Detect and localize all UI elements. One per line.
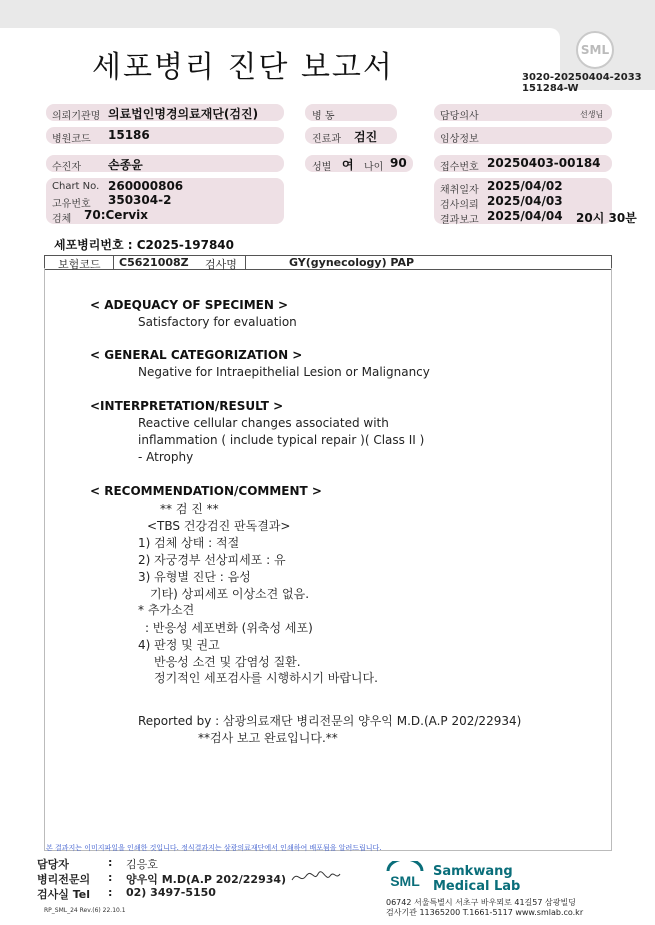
category-text: Negative for Intraepithelial Lesion or Malignancy	[138, 365, 430, 379]
recommendation-line: 정기적인 세포검사를 시행하시기 바랍니다.	[154, 671, 378, 685]
recommendation-line: 3) 유형별 진단 : 음성	[138, 570, 251, 584]
receipt-no-value: 20250403-00184	[487, 156, 601, 170]
sml-logo-icon	[384, 861, 426, 889]
recommendation-line: 4) 판정 및 권고	[138, 638, 220, 652]
patient-label: 수진자	[52, 162, 81, 173]
institution-label: 의뢰기관명	[52, 111, 101, 122]
unique-no-label: 고유번호	[52, 199, 91, 210]
sex-label: 성별	[312, 162, 332, 173]
company-name: Medical Lab	[433, 879, 521, 894]
specimen-label: 검체	[52, 214, 72, 225]
form-code: RP_SML_24 Rev.(6) 22.10.1	[44, 907, 126, 914]
clinical-info-label: 임상정보	[440, 134, 479, 145]
company-name: Samkwang	[433, 864, 513, 879]
print-notice: 본 결과지는 이미지파일을 인쇄한 것입니다. 정식결과지는 삼광의료재단에서 인쇄하여 배포됨을 알려드립니다.	[46, 844, 382, 852]
adequacy-text: Satisfactory for evaluation	[138, 315, 297, 329]
document-id-line2: 151284-W	[522, 83, 579, 94]
manager-label: 담당자	[37, 858, 69, 871]
interpretation-line: Reactive cellular changes associated with	[138, 416, 389, 430]
interpretation-line: inflammation ( include typical repair )( Class II )	[138, 433, 425, 447]
recommendation-line: <TBS 건강검진 판독결과>	[147, 519, 291, 533]
signature-icon	[290, 868, 342, 886]
unique-no-value: 350304-2	[108, 193, 172, 207]
institution-value: 의료법인명경의료재단(검진)	[108, 107, 259, 121]
specimen-value: 70:Cervix	[84, 208, 149, 222]
chart-no-label: Chart No.	[52, 181, 100, 192]
recommendation-line: 2) 자궁경부 선상피세포 : 유	[138, 553, 286, 567]
tel-value: 02) 3497-5150	[126, 886, 216, 899]
reported-by: Reported by : 삼광의료재단 병리전문의 양우익 M.D.(A.P 202/22934)	[138, 714, 522, 728]
collection-date-label: 채취일자	[440, 185, 479, 196]
insurance-code-label: 보험코드	[58, 258, 101, 271]
hospital-code-value: 15186	[108, 128, 150, 142]
hospital-code-label: 병원코드	[52, 134, 91, 145]
interpretation-heading: <INTERPRETATION/RESULT >	[90, 399, 284, 413]
receipt-no-label: 접수번호	[440, 162, 479, 173]
interpretation-line: - Atrophy	[138, 450, 194, 464]
recommendation-heading: < RECOMMENDATION/COMMENT >	[90, 484, 322, 498]
pathology-number: 세포병리번호 : C2025-197840	[54, 238, 234, 252]
test-name-value: GY(gynecology) PAP	[289, 256, 415, 269]
manager-value: 김응호	[126, 858, 158, 871]
svg-text:SML: SML	[390, 873, 420, 889]
recommendation-line: * 추가소견	[138, 603, 195, 617]
ward-label: 병 동	[312, 111, 335, 122]
sml-logo-icon: SML	[576, 31, 614, 69]
tel-label: 검사실 Tel	[37, 888, 90, 901]
request-date-label: 검사의뢰	[440, 200, 479, 211]
completion-note: **검사 보고 완료입니다.**	[198, 731, 338, 745]
test-name-label: 검사명	[205, 258, 237, 271]
report-title: 세포병리 진단 보고서	[92, 50, 394, 85]
recommendation-line: : 반응성 세포변화 (위축성 세포)	[145, 621, 313, 635]
company-contact: 검사기관 11365200 T.1661-5117 www.smlab.co.kr	[386, 908, 584, 917]
request-date-value: 2025/04/03	[487, 194, 563, 208]
doctor-value: 선생님	[580, 110, 604, 119]
footer-separator: :	[108, 871, 113, 884]
recommendation-line: ** 검 진 **	[160, 502, 219, 516]
doctor-label: 담당의사	[440, 111, 479, 122]
document-id-line1: 3020-20250404-2033	[522, 72, 642, 83]
insurance-code-value: C5621008Z	[119, 256, 189, 269]
report-date-label: 결과보고	[440, 215, 479, 226]
pathologist-label: 병리전문의	[37, 873, 91, 886]
department-label: 진료과	[312, 134, 341, 145]
chart-no-value: 260000806	[108, 179, 184, 193]
pathologist-value: 양우익 M.D(A.P 202/22934)	[126, 873, 287, 886]
collection-date-value: 2025/04/02	[487, 179, 563, 193]
category-heading: < GENERAL CATEGORIZATION >	[90, 348, 303, 362]
recommendation-line: 반응성 소견 및 감염성 질환.	[154, 655, 301, 669]
company-address: 06742 서울특별시 서초구 바우뫼로 41길57 삼광빌딩	[386, 898, 576, 907]
sex-value: 여	[342, 158, 354, 172]
age-value: 90	[390, 156, 407, 170]
report-time-value: 20시 30분	[576, 211, 637, 225]
label-pill	[46, 155, 284, 172]
adequacy-heading: < ADEQUACY OF SPECIMEN >	[90, 298, 289, 312]
patient-name: 손종윤	[108, 158, 143, 172]
recommendation-line: 1) 검체 상태 : 적절	[138, 536, 240, 550]
footer-separator: :	[108, 886, 113, 899]
recommendation-line: 기타) 상피세포 이상소견 없음.	[150, 587, 310, 601]
report-date-value: 2025/04/04	[487, 209, 563, 223]
age-label: 나이	[364, 162, 384, 173]
department-value: 검진	[354, 130, 378, 144]
footer-separator: :	[108, 856, 113, 869]
